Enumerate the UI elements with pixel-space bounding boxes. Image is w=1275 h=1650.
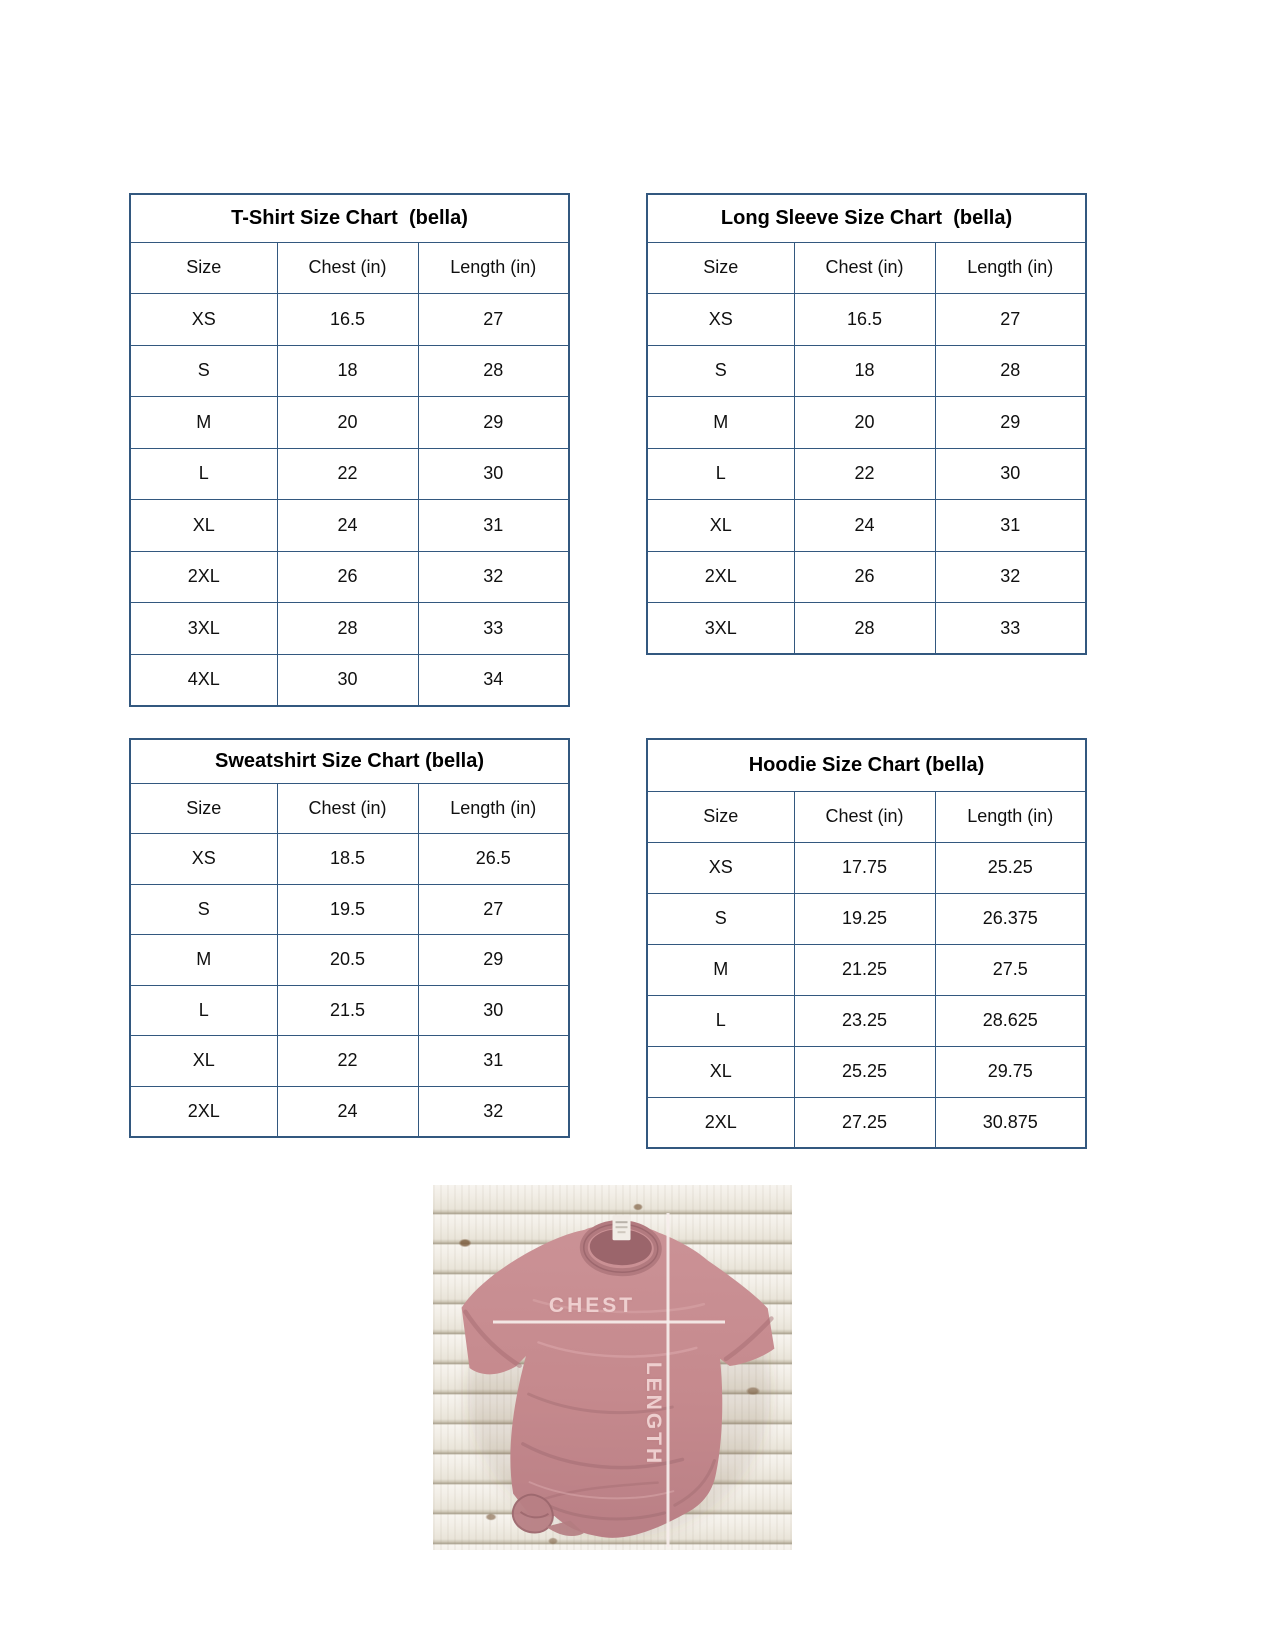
chest-cell: 17.75: [794, 842, 935, 893]
chest-cell: 22: [277, 1036, 418, 1087]
length-cell: 26.5: [418, 834, 569, 885]
chest-cell: 24: [794, 500, 935, 552]
length-cell: 31: [418, 500, 569, 552]
chest-cell: 24: [277, 500, 418, 552]
size-cell: XS: [647, 842, 794, 893]
table-row: [130, 294, 569, 346]
table-row: [647, 1046, 1086, 1097]
length-cell: 31: [418, 1036, 569, 1087]
column-header: Length (in): [935, 791, 1086, 842]
size-cell: XL: [647, 500, 794, 552]
table-row: [647, 944, 1086, 995]
size-cell: L: [130, 985, 277, 1036]
table-title-row: [647, 194, 1086, 242]
size-cell: XS: [130, 834, 277, 885]
table-row: [130, 935, 569, 986]
length-cell: 28: [418, 345, 569, 397]
table-row: [130, 654, 569, 706]
size-cell: 2XL: [647, 1097, 794, 1148]
column-header: Length (in): [418, 242, 569, 294]
column-header: Length (in): [418, 783, 569, 834]
chest-cell: 19.5: [277, 884, 418, 935]
chest-cell: 22: [277, 448, 418, 500]
column-header: Length (in): [935, 242, 1086, 294]
table-row: [647, 345, 1086, 397]
size-cell: XL: [130, 500, 277, 552]
table-header-row: [647, 791, 1086, 842]
size-cell: S: [130, 884, 277, 935]
chest-cell: 20: [794, 397, 935, 449]
table-header-row: [130, 783, 569, 834]
chest-cell: 25.25: [794, 1046, 935, 1097]
size-cell: XS: [130, 294, 277, 346]
table-header-row: [130, 242, 569, 294]
table-title-row: [130, 739, 569, 783]
length-cell: 32: [935, 551, 1086, 603]
chest-cell: 16.5: [794, 294, 935, 346]
size-cell: XL: [130, 1036, 277, 1087]
tshirt-size-chart-table: [129, 193, 570, 707]
size-cell: M: [647, 944, 794, 995]
column-header: Chest (in): [794, 791, 935, 842]
chest-line: [493, 1321, 725, 1324]
size-cell: M: [130, 397, 277, 449]
chest-cell: 30: [277, 654, 418, 706]
length-label: LENGTH: [642, 1361, 665, 1467]
chest-cell: 16.5: [277, 294, 418, 346]
size-cell: 2XL: [130, 551, 277, 603]
size-cell: 3XL: [647, 603, 794, 655]
table-row: [130, 1036, 569, 1087]
chest-cell: 18.5: [277, 834, 418, 885]
length-cell: 28: [935, 345, 1086, 397]
table-row: [130, 397, 569, 449]
table-row: [130, 1086, 569, 1137]
column-header: Size: [130, 783, 277, 834]
length-cell: 29: [418, 397, 569, 449]
table-header-row: [647, 242, 1086, 294]
size-cell: XL: [647, 1046, 794, 1097]
table-row: [130, 884, 569, 935]
size-cell: S: [647, 893, 794, 944]
size-cell: L: [647, 995, 794, 1046]
length-cell: 30.875: [935, 1097, 1086, 1148]
chest-cell: 21.5: [277, 985, 418, 1036]
table-row: [130, 500, 569, 552]
table-title: Long Sleeve Size Chart (bella): [647, 194, 1086, 242]
column-header: Chest (in): [277, 242, 418, 294]
chest-cell: 28: [277, 603, 418, 655]
column-header: Chest (in): [277, 783, 418, 834]
long-sleeve-size-chart-table: [646, 193, 1087, 655]
size-cell: M: [647, 397, 794, 449]
chest-cell: 27.25: [794, 1097, 935, 1148]
length-cell: 33: [418, 603, 569, 655]
column-header: Size: [647, 242, 794, 294]
length-cell: 32: [418, 1086, 569, 1137]
chest-cell: 26: [794, 551, 935, 603]
shirt-measurement-photo: [433, 1185, 792, 1550]
length-cell: 29: [418, 935, 569, 986]
table-row: [130, 448, 569, 500]
size-cell: 3XL: [130, 603, 277, 655]
column-header: Size: [130, 242, 277, 294]
length-cell: 33: [935, 603, 1086, 655]
table-row: [130, 345, 569, 397]
table-title-row: [647, 739, 1086, 791]
size-cell: S: [647, 345, 794, 397]
size-cell: XS: [647, 294, 794, 346]
chest-cell: 18: [277, 345, 418, 397]
chest-cell: 19.25: [794, 893, 935, 944]
length-cell: 25.25: [935, 842, 1086, 893]
hoodie-size-chart-table: [646, 738, 1087, 1149]
length-line: [667, 1213, 670, 1547]
chest-cell: 24: [277, 1086, 418, 1137]
length-cell: 30: [935, 448, 1086, 500]
size-cell: 2XL: [647, 551, 794, 603]
table-row: [130, 985, 569, 1036]
length-cell: 27: [418, 884, 569, 935]
length-cell: 34: [418, 654, 569, 706]
length-cell: 27.5: [935, 944, 1086, 995]
table-row: [647, 500, 1086, 552]
table-title: T-Shirt Size Chart (bella): [130, 194, 569, 242]
table-title-row: [130, 194, 569, 242]
size-cell: L: [130, 448, 277, 500]
table-row: [647, 294, 1086, 346]
table-row: [130, 551, 569, 603]
length-cell: 30: [418, 448, 569, 500]
table-title: Sweatshirt Size Chart (bella): [130, 739, 569, 783]
column-header: Size: [647, 791, 794, 842]
table-row: [647, 995, 1086, 1046]
chest-cell: 23.25: [794, 995, 935, 1046]
table-row: [647, 448, 1086, 500]
table-row: [647, 551, 1086, 603]
size-cell: S: [130, 345, 277, 397]
length-cell: 29.75: [935, 1046, 1086, 1097]
table-title: Hoodie Size Chart (bella): [647, 739, 1086, 791]
size-cell: M: [130, 935, 277, 986]
length-cell: 30: [418, 985, 569, 1036]
length-cell: 29: [935, 397, 1086, 449]
length-cell: 27: [418, 294, 569, 346]
chest-cell: 20: [277, 397, 418, 449]
chest-cell: 20.5: [277, 935, 418, 986]
chest-cell: 22: [794, 448, 935, 500]
size-cell: 4XL: [130, 654, 277, 706]
length-cell: 28.625: [935, 995, 1086, 1046]
length-cell: 27: [935, 294, 1086, 346]
length-cell: 26.375: [935, 893, 1086, 944]
table-row: [130, 834, 569, 885]
sweatshirt-size-chart-table: [129, 738, 570, 1138]
chest-cell: 18: [794, 345, 935, 397]
column-header: Chest (in): [794, 242, 935, 294]
table-row: [647, 893, 1086, 944]
chest-cell: 21.25: [794, 944, 935, 995]
table-row: [647, 603, 1086, 655]
table-row: [647, 1097, 1086, 1148]
chest-cell: 26: [277, 551, 418, 603]
length-cell: 32: [418, 551, 569, 603]
table-row: [647, 397, 1086, 449]
chest-label: CHEST: [548, 1294, 636, 1317]
size-cell: L: [647, 448, 794, 500]
neck-tag: [613, 1215, 631, 1240]
tshirt-illustration: [433, 1185, 792, 1550]
length-cell: 31: [935, 500, 1086, 552]
table-row: [647, 842, 1086, 893]
table-row: [130, 603, 569, 655]
chest-cell: 28: [794, 603, 935, 655]
size-cell: 2XL: [130, 1086, 277, 1137]
